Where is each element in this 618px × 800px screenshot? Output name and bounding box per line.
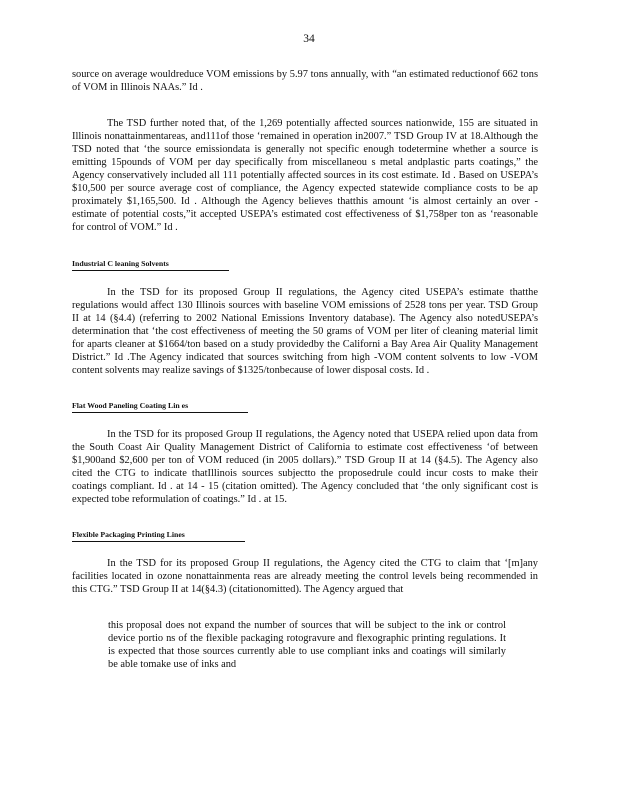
paragraph-industrial-cleaning: In the TSD for its proposed Group II regulations, the Agency cited USEPA’s estimate thatthe regulations would affect 130 Illinois sources with baseline VOM emissions of 2528 tons per year. TSD Group II at 14 (§4.4) (referring to 2002 National Emissions Inventory database). The Agency also notedUSEPA’s determination that ‘the cost effectiveness of meeting the 50 grams of VOM per liter of cleaning material limit for aparts cleaner at $1664/ton based on a study providedby the Californi a Bay Area Air Quality Management District.” Id .The Agency indicated that sources switching from high -VOM content solvents to low -VOM content solvents may realize savings of $1325/tonbecause of lower disposal costs. Id . [72,286,538,376]
paragraph-flexible-packaging: In the TSD for its proposed Group II regulations, the Agency cited the CTG to claim that ‘[m]any facilities located in ozone nonattainmenta reas are already meeting the control levels being recommended in this CTG.” TSD Group II at 14(§4.3) (citationomitted). The Agency argued that [72,558,538,596]
page-number: 34 [303,33,315,45]
heading-industrial-cleaning [72,258,538,269]
heading-flexible-packaging-text: Flexible Packaging Printing Lines [72,529,245,542]
paragraph-continuation: source on average wouldreduce VOM emissions by 5.97 tons annually, with “an estimated reductionof 662 tons of VOM in Illinois NAAs.” Id . [72,69,538,94]
block-quote: this proposal does not expand the number of sources that will be subject to the ink or control device portio ns of the flexible packaging rotogravure and flexographic printing regulations. It is expected that those sources currently able to use compliant inks and coatings will similarly be able tomake use of inks and [108,620,506,671]
document-body [72,68,538,671]
heading-flexible-packaging [72,529,538,540]
heading-flat-wood [72,400,538,411]
heading-industrial-cleaning-text: Industrial C leaning Solvents [72,258,229,271]
heading-flat-wood-text: Flat Wood Paneling Coating Lin es [72,400,248,413]
paragraph-tsd-group-iv: The TSD further noted that, of the 1,269 potentially affected sources nationwide, 155 are situated in Illinois nonattainmentareas, and111of those ‘remained in operation in2007.” TSD Group IV at 18.Although the TSD noted that ‘the source emissiondata is generally not specific enough todetermine whether a source is emitting 15pounds of VOM per day specifically from miscellaneou s metal andplastic parts coatings,” the Agency conservatively included all 111 potentially affected sources in its cost estimate. Id . Based on USEPA’s $10,500 per source average cost of compliance, the Agency expected statewide compliance costs to be ap proximately $1,165,500. Id . Although the Agency believes thatthis amount ‘is almost certainly an over -estimate of potential costs,”it accepted USEPA’s estimated cost effectiveness of $1,758per ton as ‘reasonable for control of VOM.” Id . [72,118,538,234]
paragraph-flat-wood: In the TSD for its proposed Group II regulations, the Agency noted that USEPA relied upon data from the South Coast Air Quality Management District of California to estimate cost effectiveness ‘of between $1,900and $2,600 per ton of VOM reduced (in 2005 dollars).” TSD Group II at 14 (§4.5). The Agency also cited the CTG to indicate thatIllinois sources subjectto the proposedrule could incur costs to make their coatings compliant. Id . at 14 - 15 (citation omitted). The Agency concluded that ‘the only significant cost is expected tobe reformulation of coatings.” Id . at 15. [72,428,538,506]
